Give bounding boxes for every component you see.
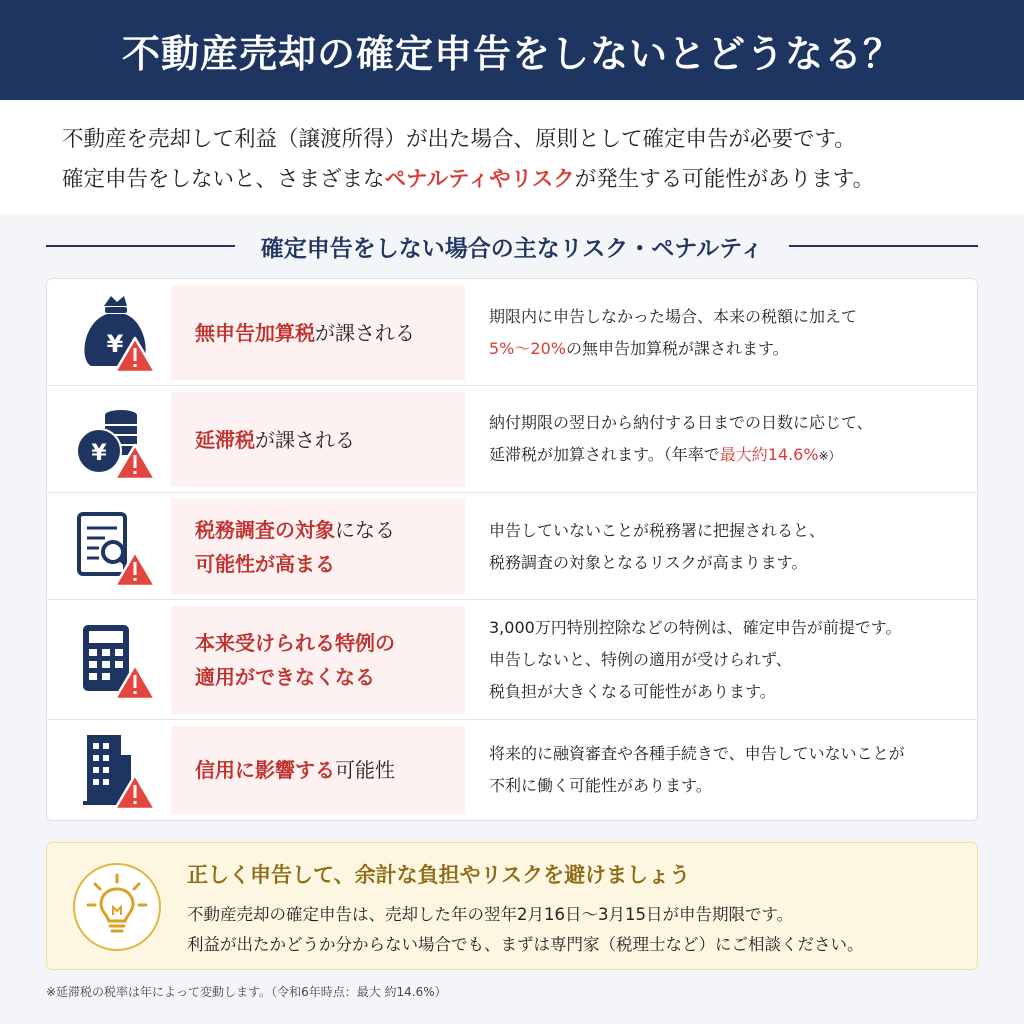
- risk-label-emphasis: 可能性が高まる: [195, 551, 335, 576]
- risk-desc-emphasis: 5%〜20%: [489, 338, 566, 358]
- risk-label-emphasis: 信用に影響する: [195, 758, 335, 782]
- advice-line-1: 不動産売却の確定申告は、売却した年の翌年2月16日〜3月15日が申告期限です。: [187, 905, 794, 924]
- risk-label-line: [195, 316, 465, 350]
- risk-label: [171, 499, 465, 594]
- risk-desc-line: 税務調査の対象となるリスクが高まります。: [489, 552, 808, 572]
- intro-highlight: ペナルティやリスク: [384, 167, 575, 192]
- risk-label-emphasis: 税務調査の対象: [195, 517, 335, 542]
- risk-label: [171, 392, 465, 487]
- section-title: 確定申告をしない場合の主なリスク・ペナルティ: [260, 235, 764, 262]
- risk-label-emphasis: 適用ができなくなる: [195, 665, 375, 689]
- risk-description: [489, 606, 969, 714]
- risk-desc-line: 3,000万円特別控除などの特例は、確定申告が前提です。: [489, 618, 902, 637]
- risk-desc-line: 税負担が大きくなる可能性があります。: [489, 682, 776, 701]
- risk-label-line: [195, 513, 465, 547]
- risk-description: [489, 285, 969, 380]
- risk-desc-text: の無申告加算税が課されます。: [565, 338, 789, 358]
- heading-rule-right: [789, 245, 978, 247]
- document-search-icon: [69, 502, 159, 592]
- section-heading: [46, 228, 978, 264]
- risk-label-emphasis: 延滞税: [195, 427, 255, 452]
- risk-description: [489, 499, 969, 594]
- risk-row-penalty-tax: [47, 279, 977, 386]
- risk-row-tax-audit: [47, 493, 977, 600]
- risk-label-text: が課される: [315, 320, 415, 345]
- intro-line-2: [62, 160, 1024, 200]
- risk-row-delinquency-tax: [47, 386, 977, 493]
- risk-label: [171, 606, 465, 714]
- page-header: [0, 0, 1024, 100]
- risk-label: [171, 726, 465, 814]
- calculator-icon: [69, 615, 159, 705]
- risk-desc-emphasis: 最大約14.6%: [719, 445, 819, 464]
- risk-row-credit: [47, 720, 977, 820]
- advice-title: 正しく申告して、余計な負担やリスクを避けましょう: [187, 863, 691, 887]
- page-title: 不動産売却の確定申告をしないとどうなる？: [121, 31, 902, 76]
- building-icon: [69, 725, 159, 815]
- risk-label-line: [195, 626, 465, 660]
- advice-box: [46, 842, 978, 970]
- intro-line-2-post: が発生する可能性があります。: [574, 167, 875, 192]
- heading-rule-left: [46, 245, 235, 247]
- risk-desc-line: 納付期限の翌日から納付する日までの日数に応じて、: [489, 413, 873, 432]
- light-bulb-icon: [73, 863, 161, 951]
- risk-label-emphasis: 本来受けられる特例の: [195, 631, 395, 655]
- risk-desc-line: 申告しないと、特例の適用が受けられず、: [489, 650, 792, 669]
- svg-text:¥: ¥: [106, 330, 124, 358]
- risk-label-line: [195, 547, 465, 581]
- risk-label-emphasis: 無申告加算税: [195, 320, 315, 345]
- risk-label: [171, 285, 465, 380]
- advice-line-2: 利益が出たかどうか分からない場合でも、まずは専門家（税理士など）にご相談ください。: [187, 935, 864, 954]
- risk-description: [489, 726, 969, 814]
- risk-desc-note: ※）: [818, 449, 841, 463]
- risk-label-line: [195, 660, 465, 694]
- risk-desc-line: [489, 333, 969, 365]
- risk-desc-line: 期限内に申告しなかった場合、本来の税額に加えて: [489, 306, 858, 326]
- risk-list: [46, 278, 978, 821]
- svg-text:¥: ¥: [91, 441, 107, 466]
- intro-section: [0, 100, 1024, 215]
- coin-stack-yen-icon: [69, 395, 159, 485]
- risk-desc-line: [489, 439, 969, 472]
- intro-line-1: 不動産を売却して利益（譲渡所得）が出た場合、原則として確定申告が必要です。: [62, 127, 856, 152]
- risk-desc-line: 申告していないことが税務署に把握されると、: [489, 520, 826, 540]
- money-bag-yen-icon: [69, 288, 159, 378]
- intro-line-2-pre: 確定申告をしないと、さまざまな: [62, 167, 385, 192]
- risk-row-special-deduction: [47, 600, 977, 720]
- risk-label-text: になる: [335, 517, 395, 542]
- risk-desc-text: 延滞税が加算されます。（年率で: [489, 445, 720, 464]
- risk-label-text: が課される: [255, 427, 355, 452]
- risk-desc-line: 将来的に融資審査や各種手続きで、申告していないことが: [489, 744, 905, 763]
- footnote: ※延滞税の税率は年によって変動します。（令和6年時点：最大 約14.6%）: [46, 985, 447, 999]
- risk-label-line: [195, 423, 465, 457]
- risk-description: [489, 392, 969, 487]
- risk-desc-line: 不利に働く可能性があります。: [489, 776, 712, 795]
- risk-label-line: [195, 753, 465, 787]
- risk-label-text: 可能性: [335, 758, 395, 782]
